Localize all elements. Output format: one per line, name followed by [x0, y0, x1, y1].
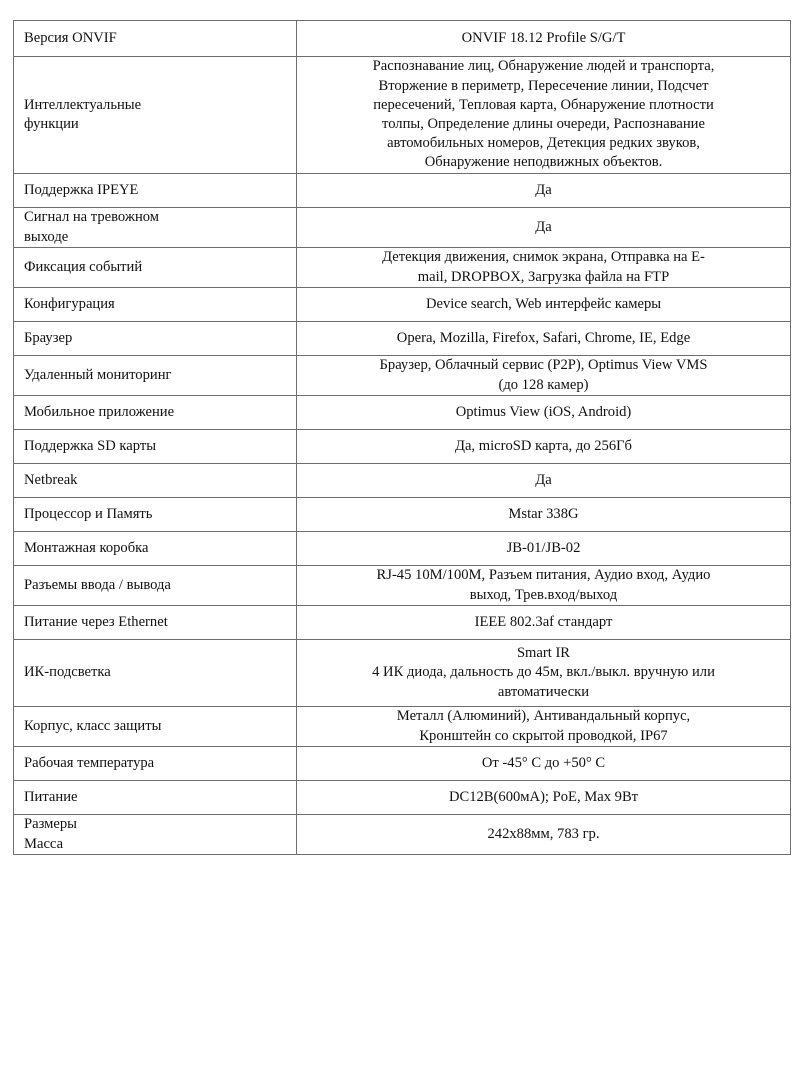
- spec-label-text: Рабочая температура: [24, 754, 155, 771]
- spec-label-text: Фиксация событий: [24, 258, 143, 275]
- spec-value-text: толпы, Определение длины очереди, Распознавание: [382, 116, 705, 132]
- spec-row-netbreak: [14, 464, 791, 498]
- spec-value-cell: [297, 248, 791, 288]
- spec-label-text: Конфигурация: [24, 295, 115, 312]
- spec-label-text: Поддержка IPEYE: [24, 181, 139, 198]
- spec-label-text: Масса: [24, 835, 64, 852]
- spec-label-cell: [14, 464, 297, 498]
- spec-row-alarm-output: [14, 208, 791, 248]
- spec-label-cell: [14, 356, 297, 396]
- spec-label-text: функции: [24, 116, 79, 132]
- spec-row-event-capture: [14, 248, 791, 288]
- spec-label-text: Питание: [24, 788, 78, 805]
- spec-value-text: Браузер, Облачный сервис (P2P), Optimus View VMS: [379, 357, 708, 374]
- spec-label-text: Сигнал на тревожном: [24, 209, 160, 226]
- spec-label-text: Корпус, класс защиты: [24, 717, 162, 734]
- spec-label-text: Размеры: [24, 816, 77, 833]
- spec-label-cell: [14, 781, 297, 815]
- spec-value-text: выход, Трев.вход/выход: [469, 586, 618, 603]
- spec-label-text: Питание через Ethernet: [24, 613, 168, 630]
- spec-label-cell: [14, 288, 297, 322]
- spec-value-text: Детекция движения, снимок экрана, Отправка на E-: [382, 249, 705, 266]
- spec-value-text: Распознавание лиц, Обнаружение людей и транспорта,: [372, 58, 715, 75]
- spec-value-text: Кронштейн со скрытой проводкой, IP67: [419, 727, 668, 744]
- spec-value-text: Да, microSD карта, до 256Гб: [455, 437, 632, 454]
- spec-value-cell: [297, 532, 791, 566]
- spec-row-onvif-version: [14, 21, 791, 57]
- spec-label-text: Интеллектуальные: [24, 96, 142, 113]
- spec-row-housing: [14, 707, 791, 747]
- spec-label-text: Разъемы ввода / вывода: [24, 576, 171, 593]
- spec-row-browser: [14, 322, 791, 356]
- spec-label-cell: [14, 707, 297, 747]
- spec-row-ir-illumination: [14, 640, 791, 707]
- spec-value-cell: [297, 606, 791, 640]
- spec-value-text: Да: [535, 471, 552, 488]
- spec-value-text: 242x88мм, 783 гр.: [487, 825, 600, 842]
- spec-label-cell: [14, 566, 297, 606]
- spec-value-text: Да: [535, 218, 552, 235]
- spec-value-cell: [297, 21, 791, 57]
- spec-label-cell: [14, 21, 297, 57]
- spec-value-cell: [297, 707, 791, 747]
- spec-value-text: Металл (Алюминий), Антивандальный корпус,: [396, 708, 691, 725]
- spec-value-cell: [297, 174, 791, 208]
- spec-value-cell: [297, 781, 791, 815]
- spec-label-cell: [14, 322, 297, 356]
- spec-label-cell: [14, 747, 297, 781]
- spec-label-cell: [14, 208, 297, 248]
- spec-value-text: Обнаружение неподвижных объектов.: [424, 154, 663, 171]
- spec-value-text: Вторжение в периметр, Пересечение линии, Подсчет: [378, 77, 709, 94]
- spec-label-text: Версия ONVIF: [24, 29, 117, 46]
- spec-label-cell: [14, 57, 297, 174]
- spec-value-cell: [297, 464, 791, 498]
- spec-value-text: mail, DROPBOX, Загрузка файла на FTP: [417, 268, 670, 285]
- spec-value-cell: [297, 322, 791, 356]
- spec-label-cell: [14, 640, 297, 707]
- spec-row-remote-monitoring: [14, 356, 791, 396]
- spec-label-text: Удаленный мониторинг: [24, 366, 172, 383]
- spec-row-power: [14, 781, 791, 815]
- specifications-table: [13, 20, 791, 855]
- spec-label-text: ИК-подсветка: [24, 664, 111, 681]
- spec-value-text: Smart IR: [516, 645, 571, 662]
- spec-row-poe: [14, 606, 791, 640]
- spec-label-text: выходе: [24, 228, 69, 245]
- spec-value-cell: [297, 396, 791, 430]
- spec-row-sd-card: [14, 430, 791, 464]
- spec-value-cell: [297, 566, 791, 606]
- spec-value-cell: [297, 815, 791, 855]
- spec-value-text: автоматически: [497, 683, 590, 700]
- spec-value-text: Device search, Web интерфейс камеры: [425, 295, 662, 312]
- spec-row-operating-temperature: [14, 747, 791, 781]
- spec-value-cell: [297, 356, 791, 396]
- spec-row-ipeye: [14, 174, 791, 208]
- spec-value-text: DC12В(600мА); PoE, Max 9Вт: [448, 788, 639, 805]
- spec-value-text: (до 128 камер): [498, 376, 589, 393]
- spec-value-cell: [297, 208, 791, 248]
- spec-label-cell: [14, 396, 297, 430]
- spec-value-cell: [297, 498, 791, 532]
- spec-value-text: Да: [535, 181, 552, 198]
- spec-value-cell: [297, 430, 791, 464]
- spec-label-cell: [14, 606, 297, 640]
- spec-value-text: IEEE 802.3af стандарт: [474, 613, 613, 630]
- spec-label-cell: [14, 174, 297, 208]
- spec-label-text: Поддержка SD карты: [24, 437, 157, 454]
- spec-label-cell: [14, 498, 297, 532]
- spec-label-text: Процессор и Память: [24, 505, 153, 522]
- spec-row-dimensions-weight: [14, 815, 791, 855]
- spec-label-cell: [14, 815, 297, 855]
- spec-value-text: От -45° C до +50° C: [481, 754, 606, 771]
- spec-row-io-connectors: [14, 566, 791, 606]
- spec-value-cell: [297, 747, 791, 781]
- spec-value-text: Mstar 338G: [508, 505, 579, 522]
- spec-value-cell: [297, 288, 791, 322]
- spec-row-mobile-app: [14, 396, 791, 430]
- spec-value-text: пересечений, Тепловая карта, Обнаружение плотности: [373, 96, 714, 113]
- spec-row-configuration: [14, 288, 791, 322]
- spec-row-mounting-box: [14, 532, 791, 566]
- spec-label-text: Мобильное приложение: [24, 403, 175, 420]
- spec-value-text: Optimus View (iOS, Android): [455, 403, 632, 420]
- spec-label-cell: [14, 532, 297, 566]
- spec-label-cell: [14, 248, 297, 288]
- spec-value-text: автомобильных номеров, Детекция редких звуков,: [387, 135, 700, 152]
- spec-value-cell: [297, 57, 791, 174]
- spec-value-text: 4 ИК диода, дальность до 45м, вкл./выкл. вручную или: [372, 664, 715, 681]
- spec-value-text: JB-01/JB-02: [506, 539, 581, 556]
- spec-value-text: Opera, Mozilla, Firefox, Safari, Chrome, IE, Edge: [396, 329, 691, 346]
- spec-label-cell: [14, 430, 297, 464]
- spec-row-processor: [14, 498, 791, 532]
- spec-label-text: Браузер: [24, 329, 73, 346]
- spec-label-text: Netbreak: [24, 471, 78, 488]
- spec-value-text: ONVIF 18.12 Profile S/G/T: [461, 29, 626, 46]
- specifications-table-body: [14, 21, 791, 855]
- spec-row-smart-functions: [14, 57, 791, 174]
- spec-value-text: RJ-45 10M/100M, Разъем питания, Аудио вход, Аудио: [376, 567, 711, 584]
- spec-value-cell: [297, 640, 791, 707]
- spec-label-text: Монтажная коробка: [24, 539, 149, 556]
